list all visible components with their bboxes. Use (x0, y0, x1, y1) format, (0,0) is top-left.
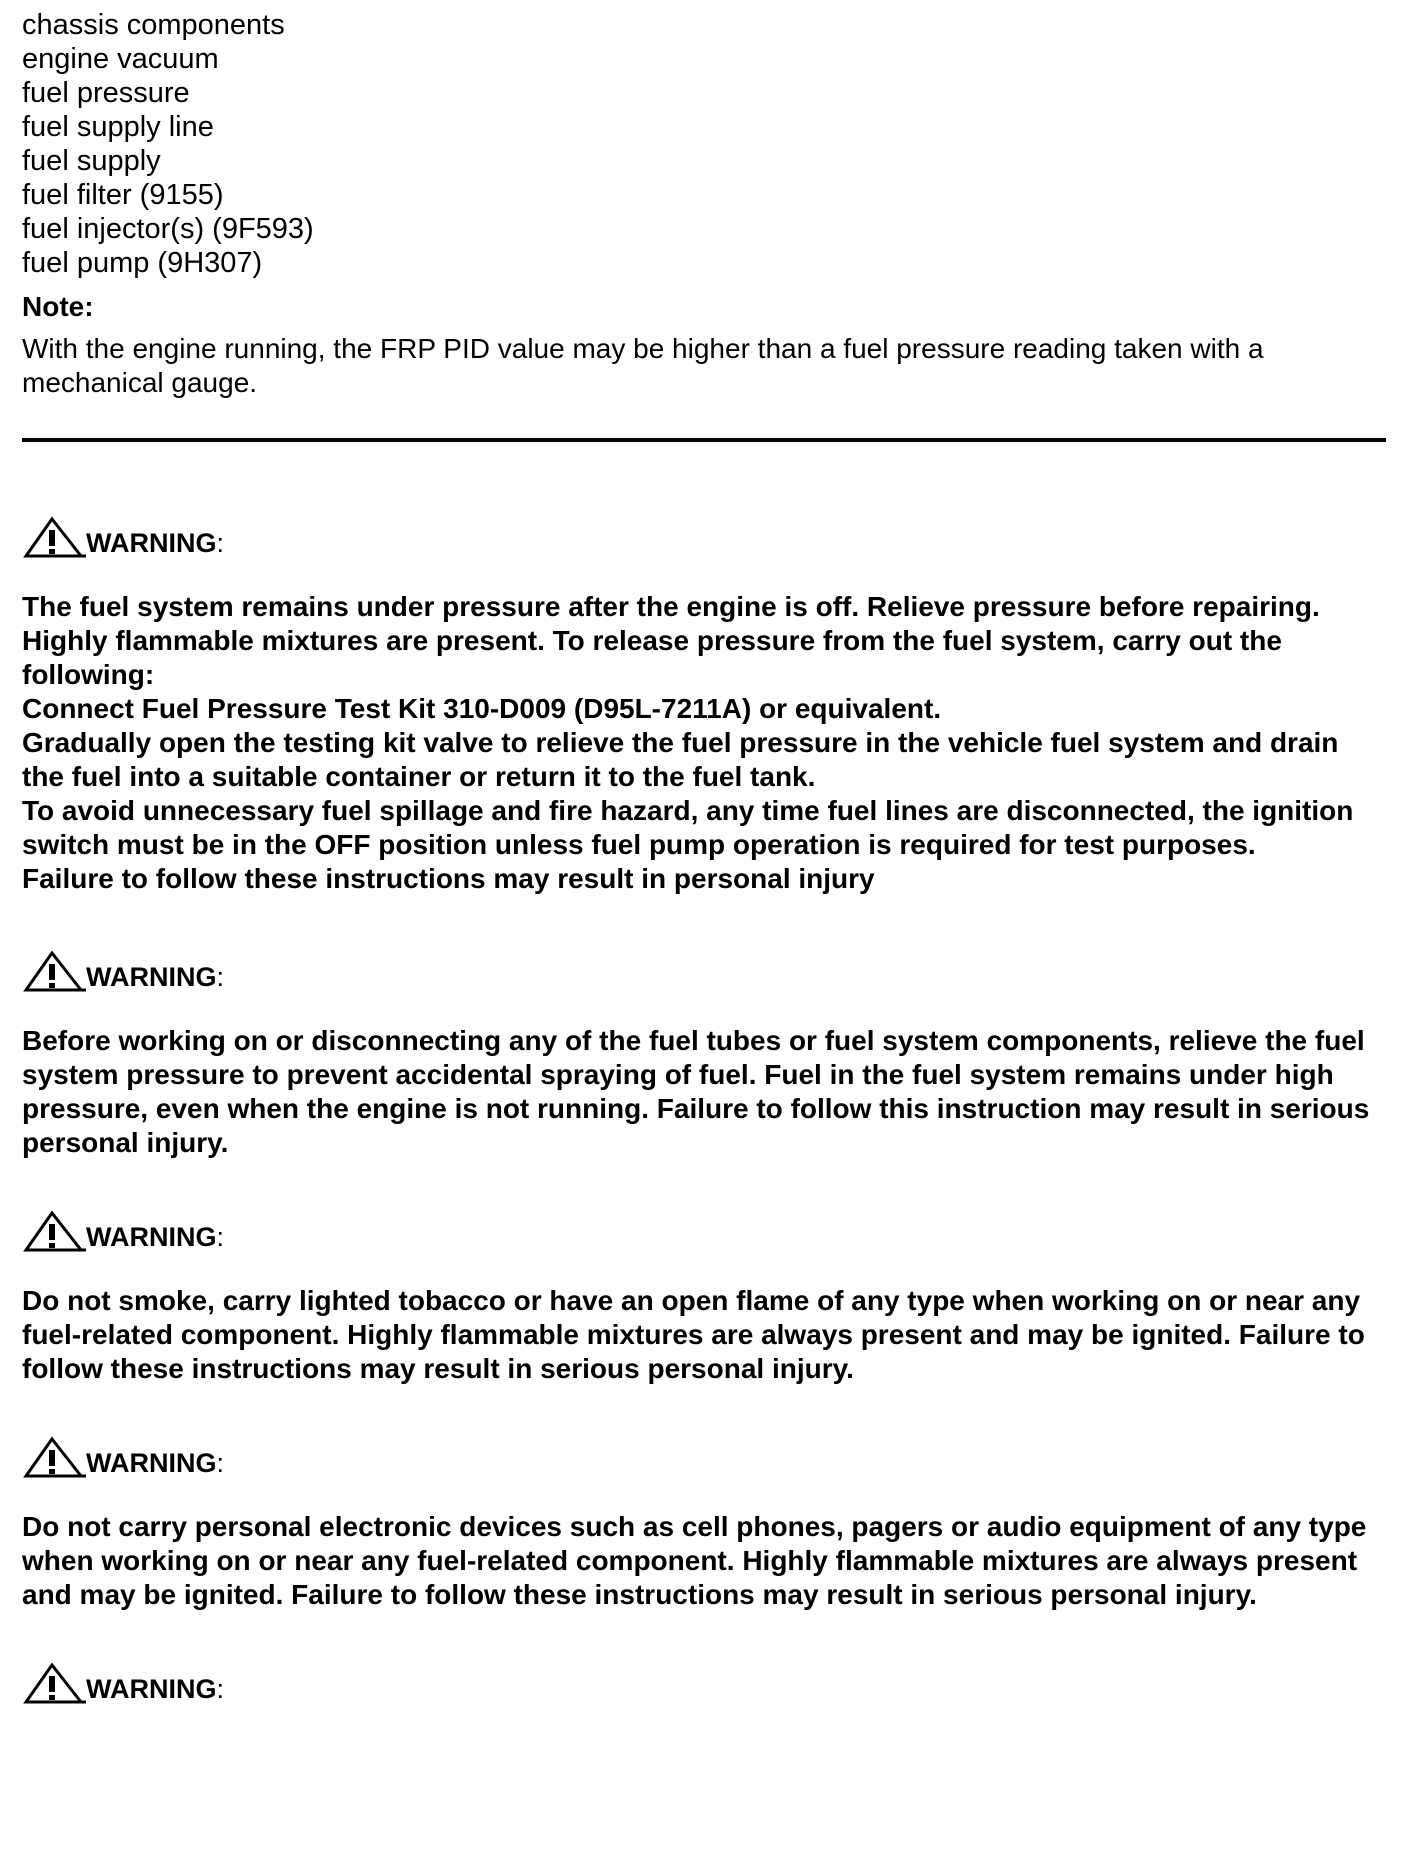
warning-block (22, 1660, 1386, 1706)
warning-text (22, 1510, 1384, 1612)
warning-heading (22, 514, 1386, 560)
warning-colon: : (216, 1674, 225, 1704)
warning-paragraph: Do not carry personal electronic devices such as cell phones, pagers or audio equipment of any type when working on or near any fuel-related component. Highly flammable mixtures are always present and may be ignited. Failure to follow these instructions may result in serious personal injury. (22, 1511, 1367, 1610)
warning-label: WARNING (86, 1448, 217, 1478)
list-item: fuel injector(s) (9F593) (22, 213, 314, 245)
warning-text (22, 1284, 1384, 1386)
component-list (22, 8, 1386, 280)
warning-paragraph: The fuel system remains under pressure after the engine is off. Relieve pressure before repairing. Highly flammable mixtures are present. To release pressure from the fuel system, carry out the following: (22, 591, 1320, 690)
warning-label: WARNING (86, 1674, 217, 1704)
warning-paragraph: To avoid unnecessary fuel spillage and fire hazard, any time fuel lines are disconnected, the ignition switch must be in the OFF position unless fuel pump operation is required for test purposes. (22, 795, 1354, 860)
warning-label: WARNING (86, 1222, 217, 1252)
warning-triangle-icon (22, 1436, 86, 1480)
list-item: fuel pressure (22, 77, 190, 109)
warning-heading (22, 1434, 1386, 1480)
warning-label: WARNING (86, 962, 217, 992)
warning-paragraph: Before working on or disconnecting any of the fuel tubes or fuel system components, relieve the fuel system pressure to prevent accidental spraying of fuel. Fuel in the fuel system remains under high pressure, even when the engine is not running. Failure to follow this instruction may result in serious personal injury. (22, 1025, 1370, 1158)
section-divider (22, 438, 1386, 442)
warning-paragraph: Failure to follow these instructions may result in personal injury (22, 863, 875, 894)
warning-colon: : (216, 1222, 225, 1252)
warning-text (22, 1024, 1384, 1160)
warning-triangle-icon (22, 1662, 86, 1706)
list-item: engine vacuum (22, 43, 219, 75)
list-item: fuel supply (22, 145, 161, 177)
list-item: fuel supply line (22, 111, 214, 143)
warning-paragraph: Connect Fuel Pressure Test Kit 310-D009 (D95L-7211A) or equivalent. (22, 693, 942, 724)
list-item: fuel filter (9155) (22, 179, 224, 211)
list-item: chassis components (22, 9, 285, 41)
warning-paragraph: Do not smoke, carry lighted tobacco or have an open flame of any type when working on or near any fuel-related component. Highly flammable mixtures are always present and may be ignited. Failure to follow these instructions may result in serious personal injury. (22, 1285, 1365, 1384)
note-label: Note: (22, 291, 94, 322)
warning-triangle-icon (22, 950, 86, 994)
warning-colon: : (216, 1448, 225, 1478)
warning-heading (22, 948, 1386, 994)
list-item: fuel pump (9H307) (22, 247, 263, 279)
warning-heading (22, 1660, 1386, 1706)
warning-colon: : (216, 528, 225, 558)
document-page (22, 8, 1386, 1706)
warning-block (22, 1208, 1386, 1386)
warning-colon: : (216, 962, 225, 992)
warning-block (22, 1434, 1386, 1612)
warning-triangle-icon (22, 516, 86, 560)
warning-triangle-icon (22, 1210, 86, 1254)
warning-heading (22, 1208, 1386, 1254)
note-text: With the engine running, the FRP PID value may be higher than a fuel pressure reading taken with a mechanical gauge. (22, 333, 1264, 398)
warning-label: WARNING (86, 528, 217, 558)
warning-block (22, 948, 1386, 1160)
warning-block (22, 514, 1386, 896)
warning-text (22, 590, 1384, 896)
warning-paragraph: Gradually open the testing kit valve to relieve the fuel pressure in the vehicle fuel system and drain the fuel into a suitable container or return it to the fuel tank. (22, 727, 1339, 792)
